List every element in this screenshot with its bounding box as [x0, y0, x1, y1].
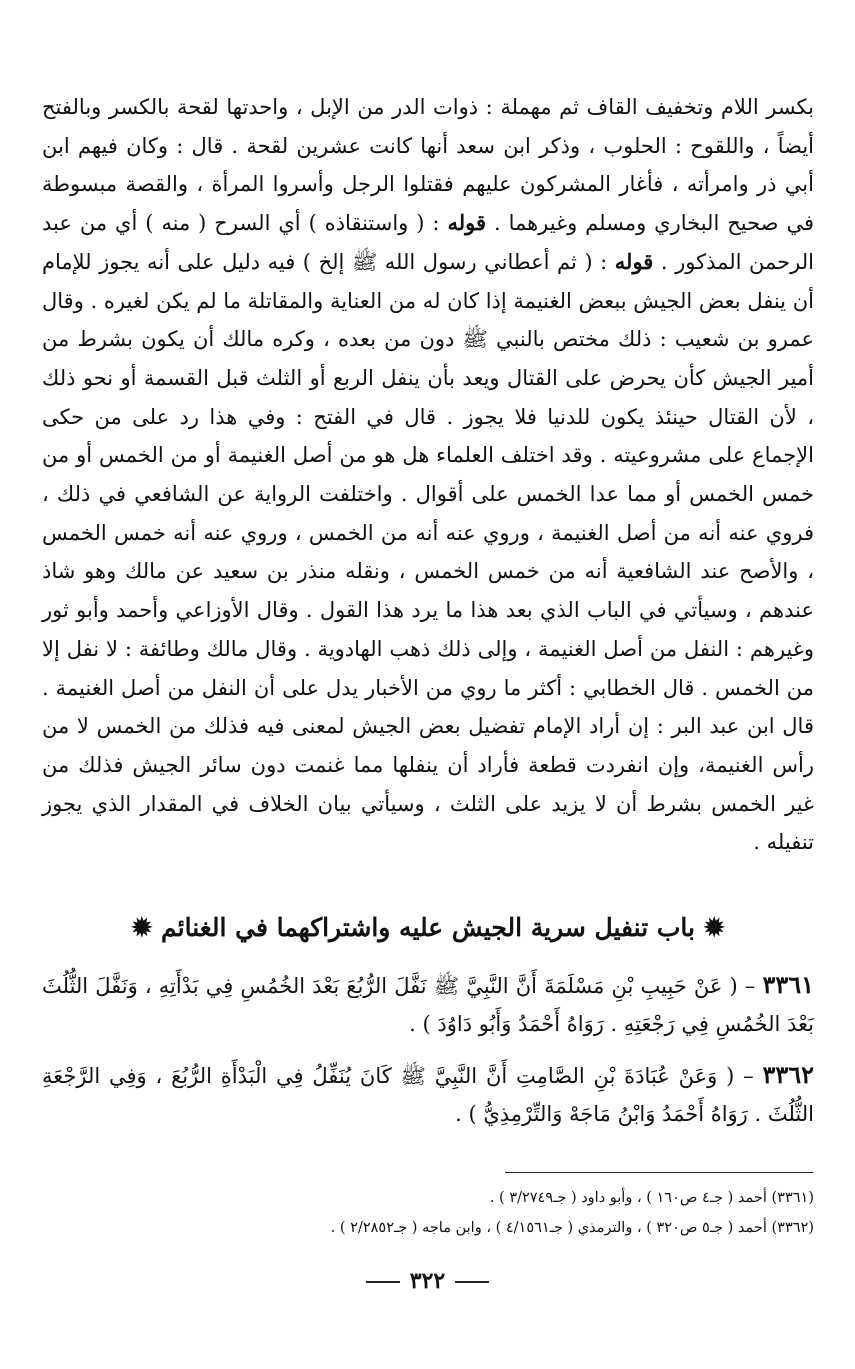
page-number-dash [366, 1281, 400, 1283]
footnote-divider [505, 1172, 813, 1173]
hadith-text: – ( عَنْ حَبِيبِ بْنِ مَسْلَمَةَ أَنَّ النَّبِيَّ ﷺ نَفَّلَ الرُّبُعَ بَعْدَ الخُمُسِ فِي بَدْأَتِهِ ، وَنَفَّلَ الثُّلُثَ بَعْدَ الخُمُسِ فِي رَجْعَتِهِ . رَوَاهُ أَحْمَدُ وَأَبُو دَاوُدَ ) . [42, 974, 814, 1036]
commentary-part-3: : ( ثم أعطاني رسول الله ﷺ إلخ ) فيه دليل على أنه يجوز للإمام أن ينفل بعض الجيش ببعض الغنيمة إذا كان له من العناية والمقاتلة ما لم يكن لغيره . وقال عمرو بن شعيب : ذلك مختص بالنبي ﷺ دون من بعده ، وكره مالك أن يكون بشرط من أمير الجيش كأن يحرض على القتال ويعد بأن ينفل الربع أو الثلث قبل القسمة أو نحو ذلك ، لأن القتال حينئذ يكون للدنيا فلا يجوز . قال في الفتح : وفي هذا رد على من حكى الإجماع على مشروعيته . وقد اختلف العلماء هل هو من أصل الغنيمة أو من الخمس أو من خمس الخمس أو مما عدا الخمس على أقوال . واختلفت الرواية عن الشافعي في ذلك ، فروي عنه أنه من أصل الغنيمة ، وروي عنه أنه من الخمس ، وروي عنه أنه خمس الخمس ، والأصح عند الشافعية أنه من خمس الخمس ، ونقله منذر بن سعيد عن مالك وهو شاذ عندهم ، وسيأتي في الباب الذي بعد هذا ما يرد هذا القول . وقال الأوزاعي وأحمد وأبو ثور وغيرهم : النفل من أصل الغنيمة ، وإلى ذلك ذهب الهادوية . وقال مالك وطائفة : لا نفل إلا من الخمس . قال الخطابي : أكثر ما روي من الأخبار يدل على أن النفل من أصل الغنيمة . قال ابن عبد البر : إن أراد الإمام تفضيل بعض الجيش لمعنى فيه فذلك من الخمس لا من رأس الغنيمة، وإن انفردت قطعة فأراد أن ينفلها مما غنمت دون سائر الجيش فذلك من غير الخمس بشرط أن لا يزيد على الثلث ، وسيأتي بيان الخلاف في المقدار الذي يجوز تنفيله . [42, 249, 815, 855]
chapter-title: باب تنفيل سرية الجيش عليه واشتراكهما في الغنائم [161, 913, 695, 942]
hadith-text: – ( وَعَنْ عُبَادَةَ بْنِ الصَّامِتِ أَنَّ النَّبِيَّ ﷺ كَانَ يُنَفِّلُ فِي الْبَدْأَةِ الرُّبُعَ ، وَفِي الرَّجْعَةِ الثُّلُثَ . رَوَاهُ أَحْمَدُ وَابْنُ مَاجَهْ وَالتِّرْمِذِيُّ ) . [42, 1064, 814, 1126]
qawluh-label: قوله [447, 210, 486, 236]
footnote: (٣٣٦١) أحمد ( جـ٤ ص١٦٠ ) ، وأبو داود ( جـ٣/٢٧٤٩ ) . [489, 1190, 814, 1206]
commentary-part-2: : ( واستنقاذه ) أي السرح ( منه ) أي من عبد الرحمن المذكور . [42, 211, 814, 274]
hadith-entry [42, 1056, 814, 1133]
ornament-icon: ✹ [703, 913, 725, 942]
hadith-number: ٣٣٦٢ [762, 1060, 814, 1089]
ornament-icon: ✹ [131, 913, 153, 942]
commentary-part-1: بكسر اللام وتخفيف القاف ثم مهملة : ذوات الدر من الإبل ، واحدتها لقحة بالكسر وبالفتح أيضاً ، واللقوح : الحلوب ، وذكر ابن سعد أنها كانت عشرين لقحة . قال : وكان فيهم ابن أبي ذر وامرأته ، فأغار المشركون عليهم فقتلوا الرجل وأسروا المرأة ، والقصة مبسوطة في صحيح البخاري ومسلم وغيرهما . [42, 95, 815, 236]
page-number [0, 1268, 855, 1294]
hadith-entry [42, 966, 814, 1043]
commentary-text [42, 88, 814, 862]
footnotes [42, 1183, 814, 1243]
hadith-number: ٣٣٦١ [762, 970, 814, 999]
page-number-value: ٣٢٢ [409, 1268, 446, 1294]
footnote: (٣٣٦٢) أحمد ( جـ٥ ص٣٢٠ ) ، والترمذي ( جـ٤/١٥٦١ ) ، وابن ماجه ( جـ٢/٢٨٥٢ ) . [330, 1220, 814, 1236]
page-number-dash [455, 1281, 489, 1283]
qawluh-label: قوله [614, 248, 654, 274]
chapter-heading [42, 906, 814, 950]
